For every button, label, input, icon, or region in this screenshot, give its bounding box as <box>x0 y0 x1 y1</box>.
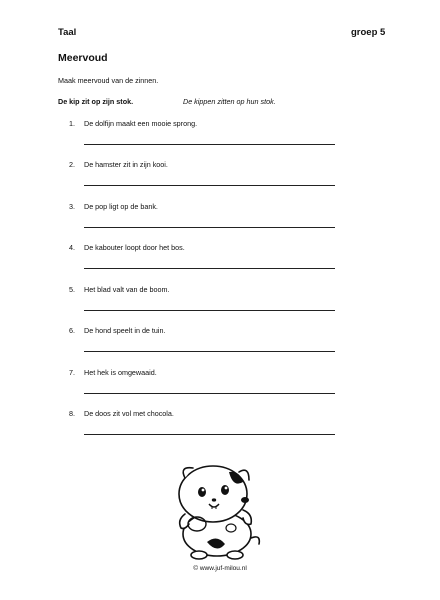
item-sentence: De pop ligt op de bank. <box>84 202 158 211</box>
item-sentence: De hond speelt in de tuin. <box>84 326 166 335</box>
exercise-item-6 <box>0 326 440 356</box>
answer-line[interactable] <box>84 310 335 311</box>
exercise-item-2 <box>0 160 440 190</box>
example-sentence: De kip zit op zijn stok. <box>58 97 134 106</box>
item-sentence: De kabouter loopt door het bos. <box>84 243 185 252</box>
answer-line[interactable] <box>84 185 335 186</box>
item-number: 7. <box>69 368 75 377</box>
answer-line[interactable] <box>84 227 335 228</box>
item-sentence: De dolfijn maakt een mooie sprong. <box>84 119 198 128</box>
exercise-item-1 <box>0 119 440 149</box>
item-number: 3. <box>69 202 75 211</box>
item-sentence: De hamster zit in zijn kooi. <box>84 160 168 169</box>
copyright-footer: © www.juf-milou.nl <box>193 565 247 572</box>
item-sentence: Het hek is omgewaaid. <box>84 368 157 377</box>
exercise-item-4 <box>0 243 440 273</box>
hamster-illustration-icon <box>155 460 285 562</box>
exercise-item-3 <box>0 202 440 232</box>
item-sentence: De doos zit vol met chocola. <box>84 409 174 418</box>
exercise-item-5 <box>0 285 440 315</box>
item-number: 1. <box>69 119 75 128</box>
example-answer: De kippen zitten op hun stok. <box>183 97 276 106</box>
answer-line[interactable] <box>84 434 335 435</box>
item-sentence: Het blad valt van de boom. <box>84 285 170 294</box>
subject-label: Taal <box>58 27 77 38</box>
answer-line[interactable] <box>84 351 335 352</box>
answer-line[interactable] <box>84 268 335 269</box>
item-number: 2. <box>69 160 75 169</box>
page-title: Meervoud <box>58 52 108 64</box>
answer-line[interactable] <box>84 393 335 394</box>
exercise-item-7 <box>0 368 440 398</box>
item-number: 6. <box>69 326 75 335</box>
item-number: 8. <box>69 409 75 418</box>
item-number: 5. <box>69 285 75 294</box>
answer-line[interactable] <box>84 144 335 145</box>
item-number: 4. <box>69 243 75 252</box>
instruction-text: Maak meervoud van de zinnen. <box>58 76 159 85</box>
group-label: groep 5 <box>351 27 386 38</box>
exercise-item-8 <box>0 409 440 439</box>
